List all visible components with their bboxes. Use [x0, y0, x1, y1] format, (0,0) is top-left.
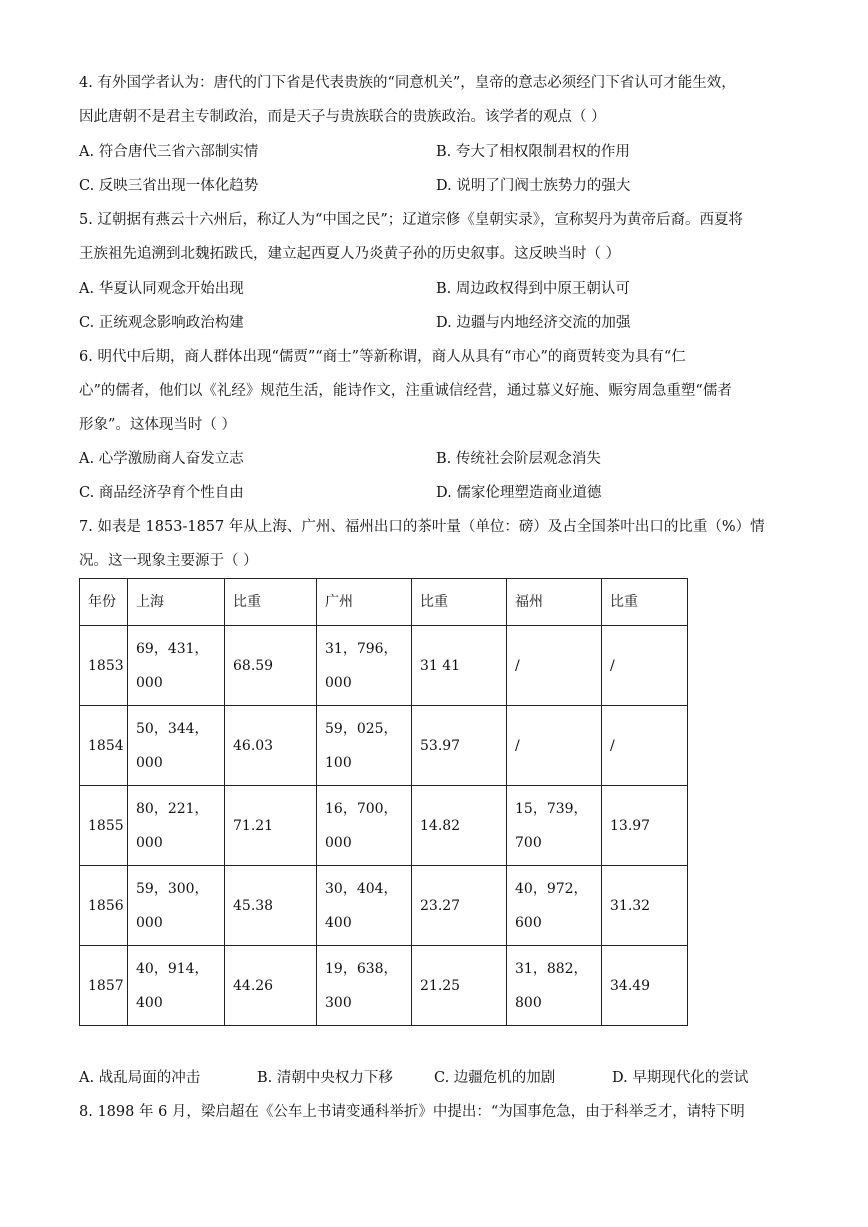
cell-fuzhou-share: 31.32	[602, 866, 688, 946]
q4-option-c: C. 反映三省出现一体化趋势	[79, 178, 259, 194]
q6-option-a: A. 心学激励商人奋发立志	[79, 451, 244, 467]
q5-stem-line2: 王族祖先追溯到北魏拓跋氏，建立起西夏人乃炎黄子孙的历史叙事。这反映当时（ ）	[79, 246, 621, 262]
cell-guangzhou: 30，404， 400	[317, 866, 412, 946]
q4-stem-line2: 因此唐朝不是君主专制政治，而是天子与贵族联合的贵族政治。该学者的观点（ ）	[79, 109, 606, 125]
header-fuzhou: 福州	[507, 579, 602, 626]
q7-stem-line1: 7. 如表是 1853-1857 年从上海、广州、福州出口的茶叶量（单位：磅）及占全国茶叶出口的比重（%）情	[79, 519, 765, 535]
header-year: 年份	[80, 579, 128, 626]
cell-fuzhou-share: /	[602, 706, 688, 786]
q4-stem-line1: 4. 有外国学者认为：唐代的门下省是代表贵族的“同意机关”，皇帝的意志必须经门下省认可才能生效，	[79, 75, 736, 91]
cell-guangzhou-share: 14.82	[412, 786, 507, 866]
cell-shanghai: 59，300， 000	[128, 866, 225, 946]
cell-shanghai: 40，914， 400	[128, 946, 225, 1026]
cell-guangzhou: 16，700， 000	[317, 786, 412, 866]
table-header-row	[80, 579, 688, 626]
cell-fuzhou-share: 13.97	[602, 786, 688, 866]
cell-guangzhou-share: 53.97	[412, 706, 507, 786]
header-guangzhou: 广州	[317, 579, 412, 626]
q7-option-c: C. 边疆危机的加剧	[434, 1070, 556, 1086]
cell-year: 1853	[80, 626, 128, 706]
cell-year: 1854	[80, 706, 128, 786]
cell-shanghai: 69，431， 000	[128, 626, 225, 706]
q7-option-b: B. 清朝中央权力下移	[257, 1070, 393, 1086]
header-shanghai: 上海	[128, 579, 225, 626]
cell-guangzhou: 19，638， 300	[317, 946, 412, 1026]
cell-shanghai-share: 46.03	[225, 706, 317, 786]
tea-export-table	[79, 578, 688, 1026]
table-row	[80, 866, 688, 946]
cell-fuzhou-share: /	[602, 626, 688, 706]
cell-shanghai: 50，344， 000	[128, 706, 225, 786]
q6-option-d: D. 儒家伦理塑造商业道德	[436, 485, 602, 501]
cell-fuzhou: /	[507, 626, 602, 706]
cell-fuzhou: 40，972， 600	[507, 866, 602, 946]
q6-stem-line2: 心”的儒者，他们以《礼经》规范生活，能诗作文，注重诚信经营，通过慕义好施、赈穷周急重塑“儒者	[79, 383, 732, 399]
cell-fuzhou: /	[507, 706, 602, 786]
cell-shanghai-share: 68.59	[225, 626, 317, 706]
q6-option-c: C. 商品经济孕育个性自由	[79, 485, 244, 501]
cell-year: 1856	[80, 866, 128, 946]
table-row	[80, 786, 688, 866]
cell-fuzhou: 31，882， 800	[507, 946, 602, 1026]
q5-stem-line1: 5. 辽朝据有燕云十六州后，称辽人为“中国之民”；辽道宗修《皇朝实录》，宣称契丹为黄帝后裔。西夏将	[79, 212, 744, 228]
cell-guangzhou-share: 23.27	[412, 866, 507, 946]
cell-guangzhou-share: 21.25	[412, 946, 507, 1026]
cell-year: 1855	[80, 786, 128, 866]
q8-stem-line1: 8. 1898 年 6 月，梁启超在《公车上书请变通科举折》中提出：“为国事危急，由于科举乏才，请特下明	[79, 1104, 745, 1120]
q4-option-b: B. 夸大了相权限制君权的作用	[436, 144, 630, 160]
q5-option-a: A. 华夏认同观念开始出现	[79, 281, 244, 297]
q5-option-d: D. 边疆与内地经济交流的加强	[436, 315, 631, 331]
table-row	[80, 626, 688, 706]
cell-guangzhou: 31，796， 000	[317, 626, 412, 706]
header-guangzhou-share: 比重	[412, 579, 507, 626]
cell-shanghai-share: 71.21	[225, 786, 317, 866]
q7-stem-line2: 况。这一现象主要源于（ ）	[79, 553, 258, 569]
q6-stem-line1: 6. 明代中后期，商人群体出现“儒贾”“商士”等新称谓，商人从具有“市心”的商贾转变为具有“仁	[79, 349, 686, 365]
cell-shanghai-share: 44.26	[225, 946, 317, 1026]
table-row	[80, 706, 688, 786]
cell-year: 1857	[80, 946, 128, 1026]
cell-guangzhou-share: 31 41	[412, 626, 507, 706]
q6-option-b: B. 传统社会阶层观念消失	[436, 451, 601, 467]
q5-option-b: B. 周边政权得到中原王朝认可	[436, 281, 630, 297]
q7-option-a: A. 战乱局面的冲击	[79, 1070, 201, 1086]
header-fuzhou-share: 比重	[602, 579, 688, 626]
cell-shanghai-share: 45.38	[225, 866, 317, 946]
q6-stem-line3: 形象”。这体现当时（ ）	[79, 417, 237, 433]
q5-option-c: C. 正统观念影响政治构建	[79, 315, 244, 331]
cell-fuzhou: 15，739， 700	[507, 786, 602, 866]
q4-option-a: A. 符合唐代三省六部制实情	[79, 144, 259, 160]
table-row	[80, 946, 688, 1026]
cell-fuzhou-share: 34.49	[602, 946, 688, 1026]
header-shanghai-share: 比重	[225, 579, 317, 626]
q4-option-d: D. 说明了门阀士族势力的强大	[436, 178, 631, 194]
cell-guangzhou: 59，025， 100	[317, 706, 412, 786]
q7-option-d: D. 早期现代化的尝试	[612, 1070, 749, 1086]
cell-shanghai: 80，221， 000	[128, 786, 225, 866]
